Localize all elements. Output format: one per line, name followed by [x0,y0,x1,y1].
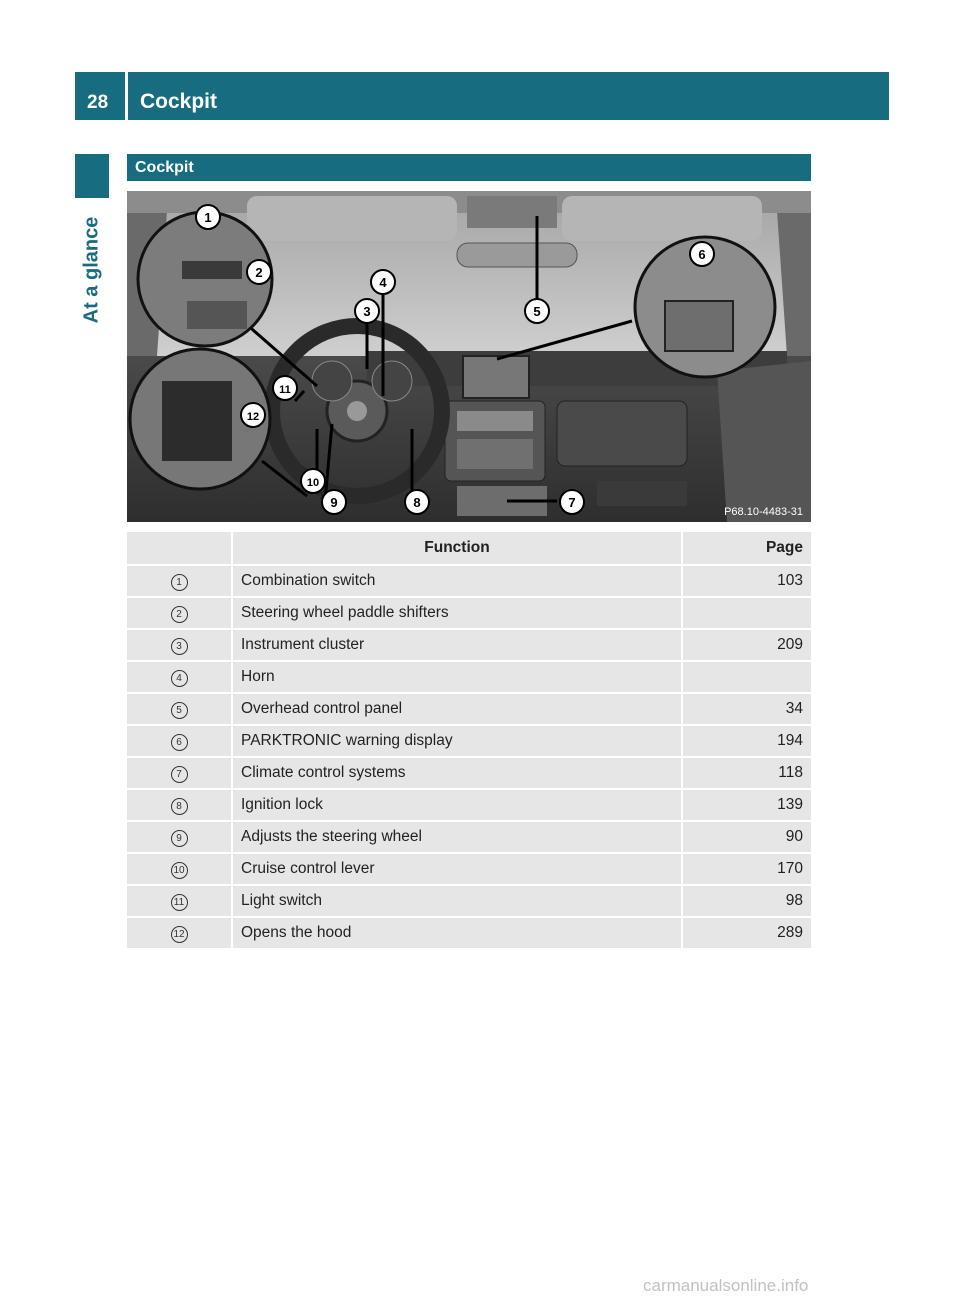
row-number [127,566,233,598]
circled-number: 8 [171,798,188,815]
row-number [127,598,233,630]
header-function: Function [233,532,683,566]
table-row [127,918,811,950]
table-row [127,854,811,886]
row-page: 194 [683,726,811,758]
callout-8 [405,490,429,514]
table-row [127,598,811,630]
header-title: Cockpit [128,72,889,120]
side-tab [75,200,109,340]
row-number [127,694,233,726]
side-tab-marker [75,154,109,198]
circled-number: 6 [171,734,188,751]
table-row [127,886,811,918]
callout-9 [322,490,346,514]
svg-text:4: 4 [379,275,387,290]
callout-7 [560,490,584,514]
callout-11 [273,376,297,400]
row-function: Horn [233,662,683,694]
svg-text:11: 11 [279,384,291,396]
row-number [127,822,233,854]
circled-number: 7 [171,766,188,783]
row-function: Ignition lock [233,790,683,822]
svg-text:12: 12 [246,411,260,423]
figure-code: P68.10-4483-31 [724,506,803,518]
table-row [127,822,811,854]
row-function: Steering wheel paddle shifters [233,598,683,630]
row-page: 103 [683,566,811,598]
row-function: Combination switch [233,566,683,598]
row-page: 139 [683,790,811,822]
row-number [127,662,233,694]
row-function: Light switch [233,886,683,918]
row-function: Opens the hood [233,918,683,950]
row-function: Overhead control panel [233,694,683,726]
callout-10 [301,469,325,493]
svg-text:5: 5 [533,304,541,319]
row-number [127,726,233,758]
row-function: Instrument cluster [233,630,683,662]
callout-3 [355,299,379,323]
circled-number: 5 [171,702,188,719]
row-page: 170 [683,854,811,886]
callout-1 [196,205,220,229]
row-number [127,886,233,918]
cockpit-function-table [127,532,811,950]
svg-text:6: 6 [698,247,706,262]
row-number [127,854,233,886]
circled-number: 2 [171,606,188,623]
table-row [127,630,811,662]
circled-number: 11 [171,894,188,911]
circled-number: 4 [171,670,188,687]
row-function: Climate control systems [233,758,683,790]
section-title: Cockpit [127,154,811,181]
header-num [127,532,233,566]
svg-text:2: 2 [255,265,263,280]
svg-text:7: 7 [568,495,576,510]
row-number [127,630,233,662]
row-number [127,758,233,790]
row-function: PARKTRONIC warning display [233,726,683,758]
svg-text:3: 3 [363,304,371,319]
svg-text:8: 8 [413,495,421,510]
table-header-row [127,532,811,566]
row-page [683,598,811,630]
table-row [127,662,811,694]
row-function: Cruise control lever [233,854,683,886]
row-page: 98 [683,886,811,918]
circled-number: 9 [171,830,188,847]
row-page: 90 [683,822,811,854]
row-number [127,918,233,950]
callout-12 [241,403,265,427]
circled-number: 3 [171,638,188,655]
row-page: 289 [683,918,811,950]
row-function: Adjusts the steering wheel [233,822,683,854]
svg-text:10: 10 [306,477,320,489]
footer-watermark: carmanualsonline.info [643,1276,809,1295]
circled-number: 12 [171,926,188,943]
table-row [127,694,811,726]
row-page: 209 [683,630,811,662]
row-page: 118 [683,758,811,790]
row-page [683,662,811,694]
row-number [127,790,233,822]
table-row [127,758,811,790]
callout-4 [371,270,395,294]
callout-5 [525,299,549,323]
callout-2 [247,260,271,284]
callout-6 [690,242,714,266]
circled-number: 1 [171,574,188,591]
table-row [127,566,811,598]
row-page: 34 [683,694,811,726]
svg-text:9: 9 [330,495,338,510]
table-row [127,790,811,822]
circled-number: 10 [171,862,188,879]
cockpit-illustration [127,191,811,522]
header-page: Page [683,532,811,566]
table-row [127,726,811,758]
page-number: 28 [75,72,125,120]
side-tab-label: At a glance [80,216,103,324]
svg-text:1: 1 [204,210,212,225]
